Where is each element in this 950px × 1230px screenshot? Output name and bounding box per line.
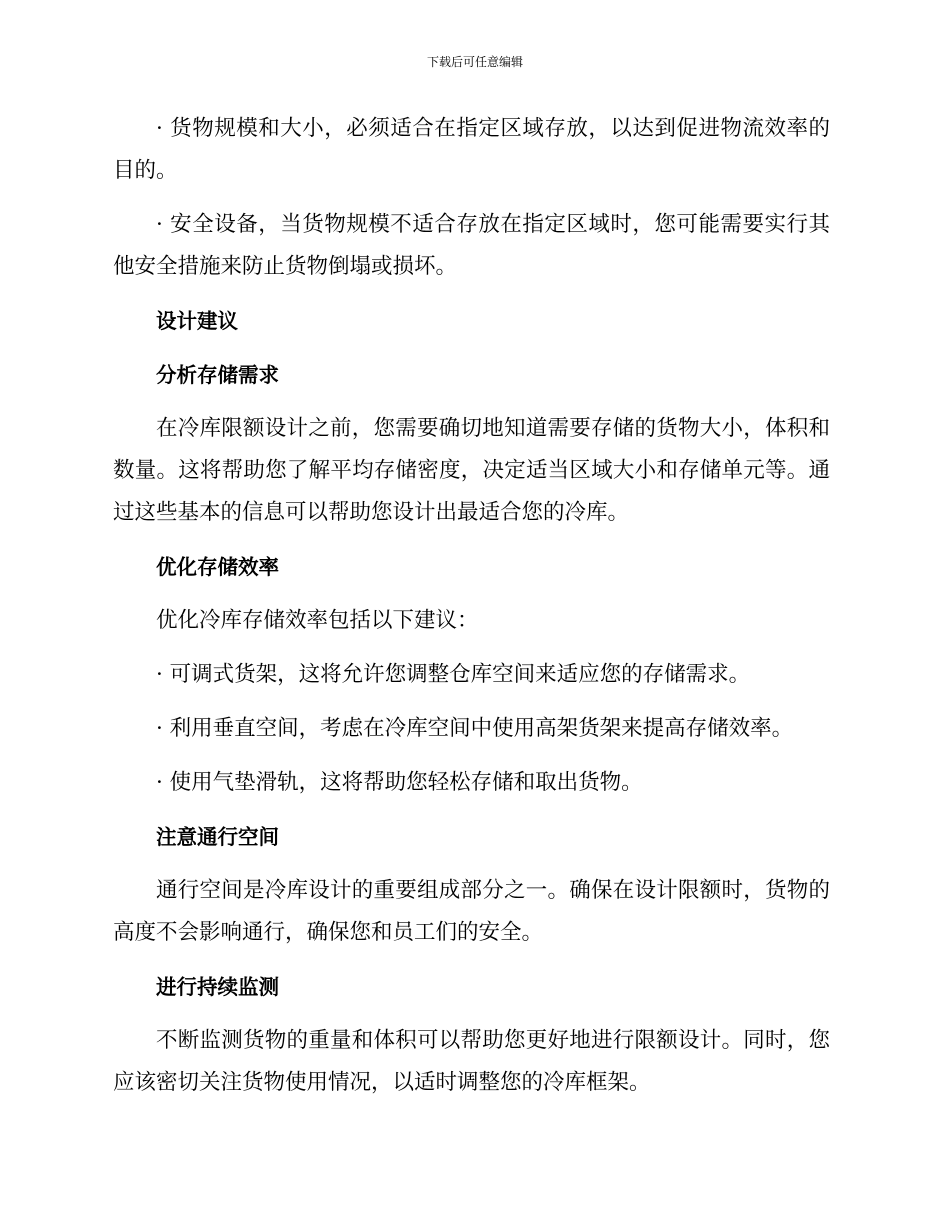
paragraph-passage-space: 通行空间是冷库设计的重要组成部分之一。确保在设计限额时，货物的高度不会影响通行，确保您和员工们的安全。 [113, 878, 830, 945]
heading-continuous-monitoring: 进行持续监测 [156, 975, 279, 999]
heading-passage-space: 注意通行空间 [156, 825, 279, 849]
document-body [113, 108, 830, 1116]
page-header: 下载后可任意编辑 [426, 55, 523, 69]
paragraph-cargo-size: · 货物规模和大小，必须适合在指定区域存放，以达到促进物流效率的目的。 [113, 116, 830, 183]
heading-analyze-storage: 分析存储需求 [156, 363, 279, 387]
heading-design-suggestions: 设计建议 [156, 309, 238, 333]
paragraph-analyze-storage: 在冷库限额设计之前，您需要确切地知道需要存储的货物大小，体积和数量。这将帮助您了解平均存储密度，决定适当区域大小和存储单元等。通过这些基本的信息可以帮助您设计出最适合您的冷库。 [113, 416, 830, 525]
heading-optimize-efficiency: 优化存储效率 [156, 555, 279, 579]
bullet-air-cushion-rails: · 使用气垫滑轨，这将帮助您轻松存储和取出货物。 [156, 770, 643, 795]
paragraph-safety-equipment: · 安全设备，当货物规模不适合存放在指定区域时，您可能需要实行其他安全措施来防止货物倒塌或损坏。 [113, 212, 830, 279]
bullet-adjustable-shelves: · 可调式货架，这将允许您调整仓库空间来适应您的存储需求。 [156, 662, 751, 687]
paragraph-continuous-monitoring: 不断监测货物的重量和体积可以帮助您更好地进行限额设计。同时，您应该密切关注货物使用情况，以适时调整您的冷库框架。 [113, 1028, 830, 1095]
bullet-vertical-space: · 利用垂直空间，考虑在冷库空间中使用高架货架来提高存储效率。 [156, 716, 794, 741]
paragraph-optimize-intro: 优化冷库存储效率包括以下建议： [156, 608, 479, 633]
